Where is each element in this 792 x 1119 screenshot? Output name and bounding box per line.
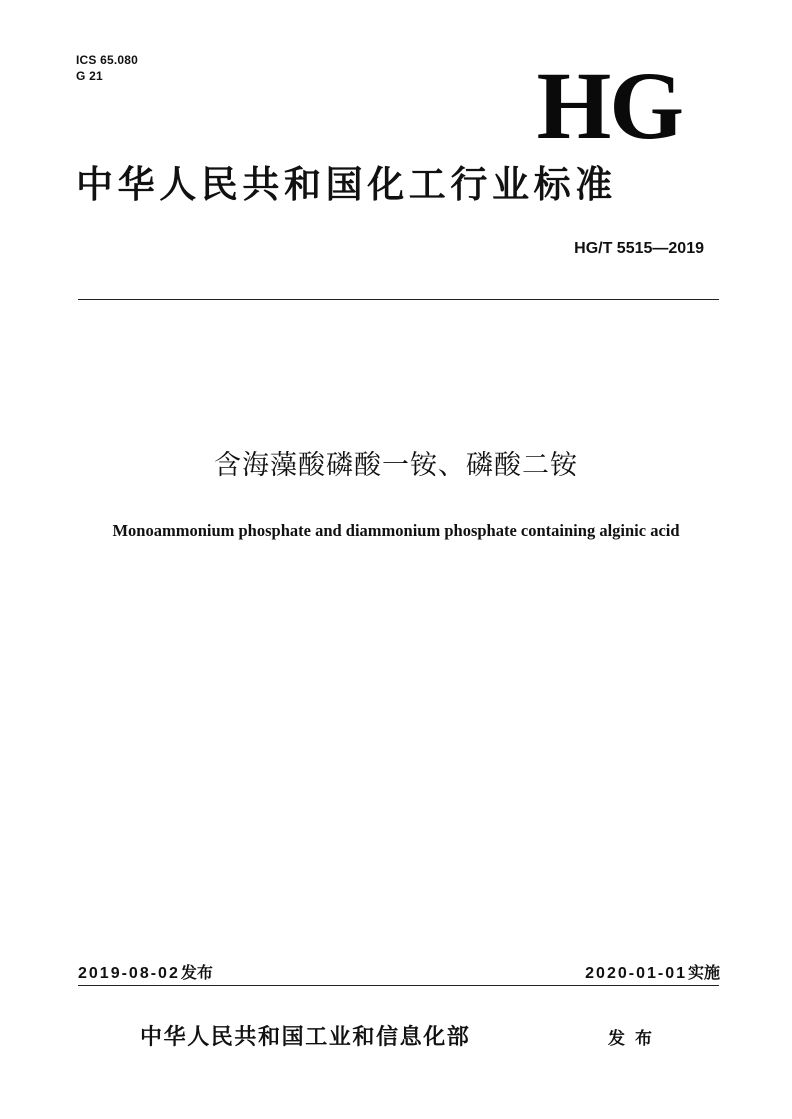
top-divider <box>78 299 719 300</box>
bottom-divider <box>78 985 719 986</box>
release-date <box>78 962 213 985</box>
hg-logo: HG <box>536 52 682 159</box>
document-title-cn: 含海藻酸磷酸一铵、磷酸二铵 <box>214 450 578 481</box>
implementation-date <box>585 962 720 985</box>
issuing-authority: 中华人民共和国工业和信息化部 <box>140 1025 471 1050</box>
implementation-label: 实施 <box>687 963 720 982</box>
ics-code: ICS 65.080 <box>76 53 139 67</box>
standard-number: HG/T 5515—2019 <box>574 240 704 257</box>
document-title-en: Monoammonium phosphate and diammonium phosphate containing alginic acid <box>112 521 680 540</box>
implementation-date-value: 2020-01-01 <box>585 965 687 982</box>
issuer-release-label: 发布 <box>608 1029 662 1049</box>
release-label: 发布 <box>180 963 213 982</box>
standard-category-title: 中华人民共和国化工行业标准 <box>76 163 617 206</box>
classification-codes <box>76 52 138 84</box>
ccs-code: G 21 <box>76 69 103 83</box>
release-date-value: 2019-08-02 <box>78 965 180 982</box>
